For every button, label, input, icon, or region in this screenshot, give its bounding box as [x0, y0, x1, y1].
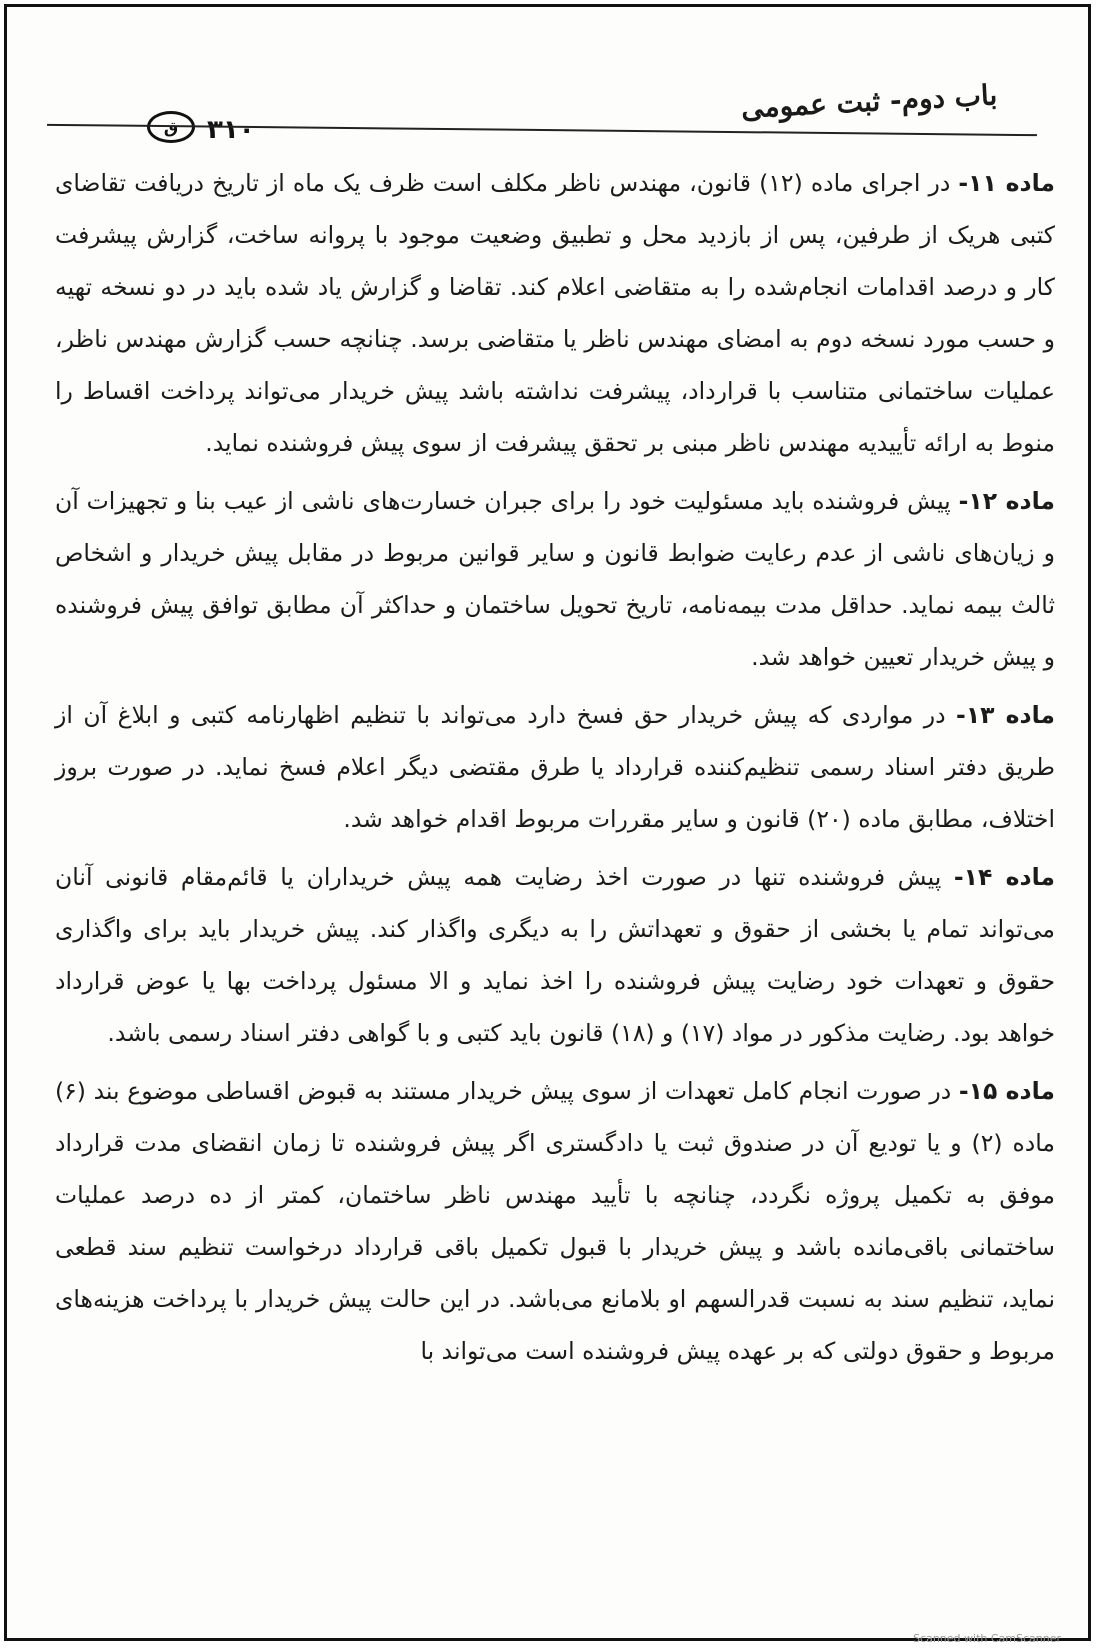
- article-12: [55, 475, 1055, 683]
- article-text: پیش فروشنده باید مسئولیت خود را برای جبران خسارت‌های ناشی از عیب بنا و تجهیزات آن و زیان‌های ناشی از عدم رعایت ضوابط قانون و سایر قوانین مربوط در مقابل پیش خریدار و اشخاص ثالث بیمه نماید. حداقل مدت بیمه‌نامه، تاریخ تحویل ساختمان و حداکثر آن مطابق توافق پیش فروشنده و پیش خریدار تعیین خواهد شد.: [55, 487, 1055, 671]
- article-label: ماده ۱۴-: [953, 863, 1055, 891]
- article-13: [55, 689, 1055, 845]
- article-label: ماده ۱۱-: [958, 169, 1055, 197]
- article-label: ماده ۱۵-: [958, 1077, 1055, 1105]
- page-frame: [4, 4, 1091, 1641]
- article-text: در اجرای ماده (۱۲) قانون، مهندس ناظر مکلف است ظرف یک ماه از تاریخ دریافت تقاضای کتبی هریک از طرفین، پس از بازدید محل و تطبیق وضعیت موجود با پروانه ساخت، گزارش پیشرفت کار و درصد اقدامات انجام‌شده را به متقاضی اعلام کند. تقاضا و گزارش یاد شده باید در دو نسخه تهیه و حسب مورد نسخه دوم به امضای مهندس ناظر یا متقاضی برسد. چنانچه حسب گزارش مهندس ناظر، عملیات ساختمانی متناسب با قرارداد، پیشرفت نداشته باشد پیش خریدار می‌تواند پرداخت اقساط را منوط به ارائه تأییدیه مهندس ناظر مبنی بر تحقق پیشرفت از سوی پیش فروشنده نماید.: [55, 169, 1055, 457]
- article-text: در مواردی که پیش خریدار حق فسخ دارد می‌تواند با تنظیم اظهارنامه کتبی و ابلاغ آن از طریق دفتر اسناد رسمی تنظیم‌کننده قرارداد یا طرق مقتضی دیگر اعلام فسخ نماید. در صورت بروز اختلاف، مطابق ماده (۲۰) قانون و سایر مقررات مربوط اقدام خواهد شد.: [55, 701, 1055, 833]
- article-label: ماده ۱۳-: [956, 701, 1055, 729]
- header-divider: [47, 124, 1037, 136]
- body-text: [55, 157, 1055, 1383]
- article-15: [55, 1065, 1055, 1377]
- article-text: پیش فروشنده تنها در صورت اخذ رضایت همه پیش خریداران یا قائم‌مقام قانونی آنان می‌تواند تمام یا بخشی از حقوق و تعهداتش را به دیگری واگذار کند. پیش خریدار باید برای واگذاری حقوق و تعهدات خود رضایت پیش فروشنده را اخذ نماید و الا مسئول پرداخت بها یا عوض قرارداد خواهد بود. رضایت مذکور در مواد (۱۷) و (۱۸) قانون باید کتبی و با گواهی دفتر اسناد رسمی باشد.: [55, 863, 1055, 1047]
- article-label: ماده ۱۲-: [958, 487, 1055, 515]
- page-header: [47, 67, 1057, 157]
- page-number: ۳۱۰: [207, 115, 255, 145]
- chapter-title: باب دوم- ثبت عمومی: [739, 78, 998, 125]
- article-14: [55, 851, 1055, 1059]
- scanner-watermark: Scanned with CamScanner: [913, 1632, 1061, 1645]
- publisher-emblem-icon: ق: [147, 111, 195, 143]
- article-text: در صورت انجام کامل تعهدات از سوی پیش خریدار مستند به قبوض اقساطی موضوع بند (۶) ماده (۲) و یا تودیع آن در صندوق ثبت یا دادگستری اگر پیش فروشنده تا زمان انقضای مدت قرارداد موفق به تکمیل پروژه نگردد، چنانچه با تأیید مهندس ناظر ساختمان، کمتر از ده درصد عملیات ساختمانی باقی‌مانده باشد و پیش خریدار با قبول تکمیل باقی قرارداد درخواست تنظیم سند قطعی نماید، تنظیم سند به نسبت قدرالسهم او بلامانع می‌باشد. در این حالت پیش خریدار با پرداخت هزینه‌های مربوط و حقوق دولتی که بر عهده پیش فروشنده است می‌تواند با: [55, 1077, 1055, 1365]
- article-11: [55, 157, 1055, 469]
